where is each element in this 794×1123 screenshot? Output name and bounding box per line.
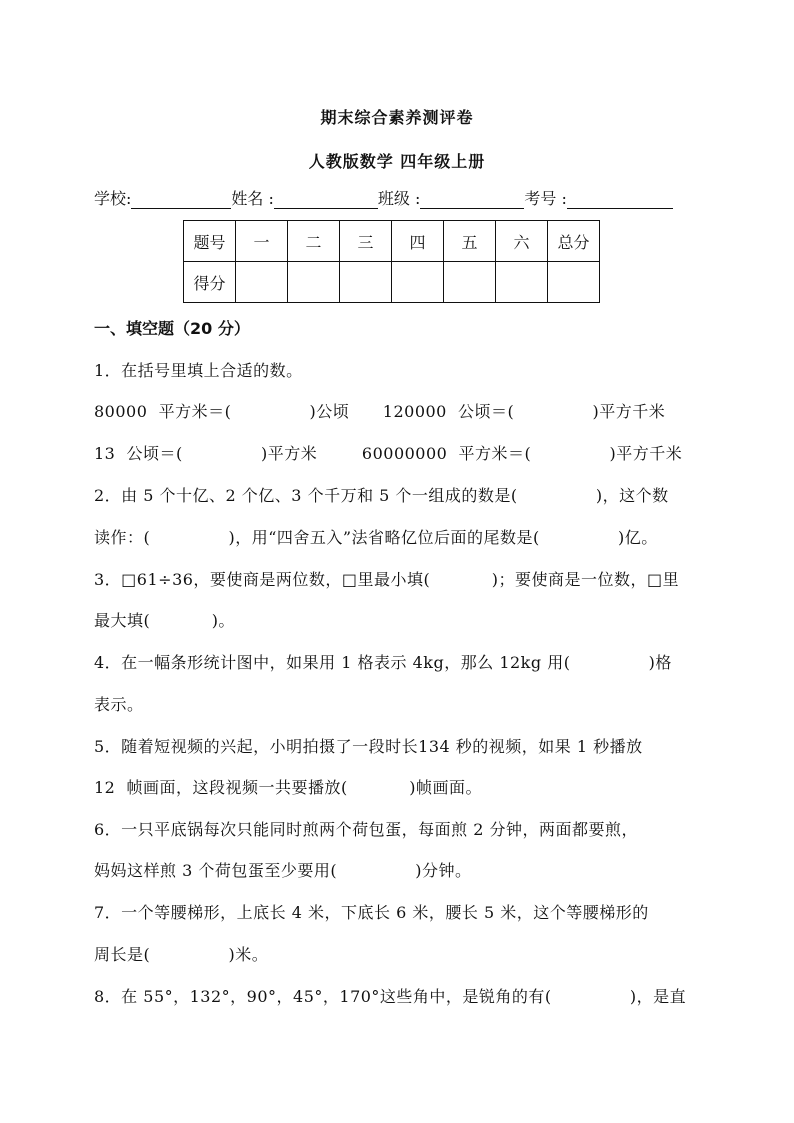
question-line: 2．由 5 个十亿、2 个亿、3 个千万和 5 个一组成的数是( )，这个数 [94, 486, 669, 505]
score-input-cell[interactable] [444, 262, 496, 303]
question-line: 7．一个等腰梯形，上底长 4 米，下底长 6 米，腰长 5 米，这个等腰梯形的 [94, 903, 649, 922]
score-input-cell[interactable] [340, 262, 392, 303]
name-label: 姓名 : [231, 189, 274, 208]
score-input-cell[interactable] [496, 262, 548, 303]
score-table-header-row [184, 221, 600, 262]
score-row-label: 得分 [184, 262, 236, 303]
exam-no-field[interactable] [567, 190, 673, 209]
class-label: 班级 : [377, 189, 421, 208]
school-field[interactable] [131, 190, 231, 209]
score-table-cell: 题号 [184, 221, 236, 262]
score-table-cell: 二 [288, 221, 340, 262]
student-info-row [94, 186, 704, 208]
score-table-cell: 总分 [548, 221, 600, 262]
school-label: 学校: [94, 189, 132, 208]
question-line: 12 帧画面，这段视频一共要播放( )帧画面。 [94, 778, 482, 797]
score-input-cell[interactable] [236, 262, 288, 303]
name-field[interactable] [274, 190, 378, 209]
question-line: 80000 平方米＝( )公顷 120000 公顷＝( )平方千米 [94, 402, 666, 421]
score-table-cell: 一 [236, 221, 288, 262]
score-table [183, 220, 600, 303]
question-line: 最大填( )。 [94, 611, 235, 630]
question-line: 表示。 [94, 695, 144, 714]
question-line: 3．□61÷36，要使商是两位数，□里最小填( )；要使商是一位数，□里 [94, 570, 680, 589]
question-line: 1．在括号里填上合适的数。 [94, 361, 303, 380]
question-line: 13 公顷＝( )平方米 60000000 平方米＝( )平方千米 [94, 444, 683, 463]
question-line: 读作：( )，用“四舍五入”法省略亿位后面的尾数是( )亿。 [94, 528, 658, 547]
score-input-cell[interactable] [392, 262, 444, 303]
class-field[interactable] [420, 190, 524, 209]
score-table-cell: 五 [444, 221, 496, 262]
question-line: 周长是( )米。 [94, 945, 269, 964]
question-line: 6．一只平底锅每次只能同时煎两个荷包蛋，每面煎 2 分钟，两面都要煎， [94, 820, 639, 839]
question-line: 4．在一幅条形统计图中，如果用 1 格表示 4kg，那么 12kg 用( )格 [94, 653, 672, 672]
section-heading: 一、填空题（20 分） [94, 319, 250, 338]
question-line: 妈妈这样煎 3 个荷包蛋至少要用( )分钟。 [94, 861, 472, 880]
exam-no-label: 考号 : [524, 189, 567, 208]
score-table-score-row [184, 262, 600, 303]
question-line: 5．随着短视频的兴起，小明拍摄了一段时长134 秒的视频，如果 1 秒播放 [94, 737, 643, 756]
score-table-cell: 六 [496, 221, 548, 262]
score-input-cell[interactable] [288, 262, 340, 303]
question-line: 8．在 55°，132°，90°，45°，170°这些角中，是锐角的有( )，是直 [94, 987, 687, 1006]
score-input-cell[interactable] [548, 262, 600, 303]
page-subtitle: 人教版数学 四年级上册 [308, 152, 486, 171]
score-table-cell: 三 [340, 221, 392, 262]
score-table-cell: 四 [392, 221, 444, 262]
page-title: 期末综合素养测评卷 [320, 108, 474, 127]
